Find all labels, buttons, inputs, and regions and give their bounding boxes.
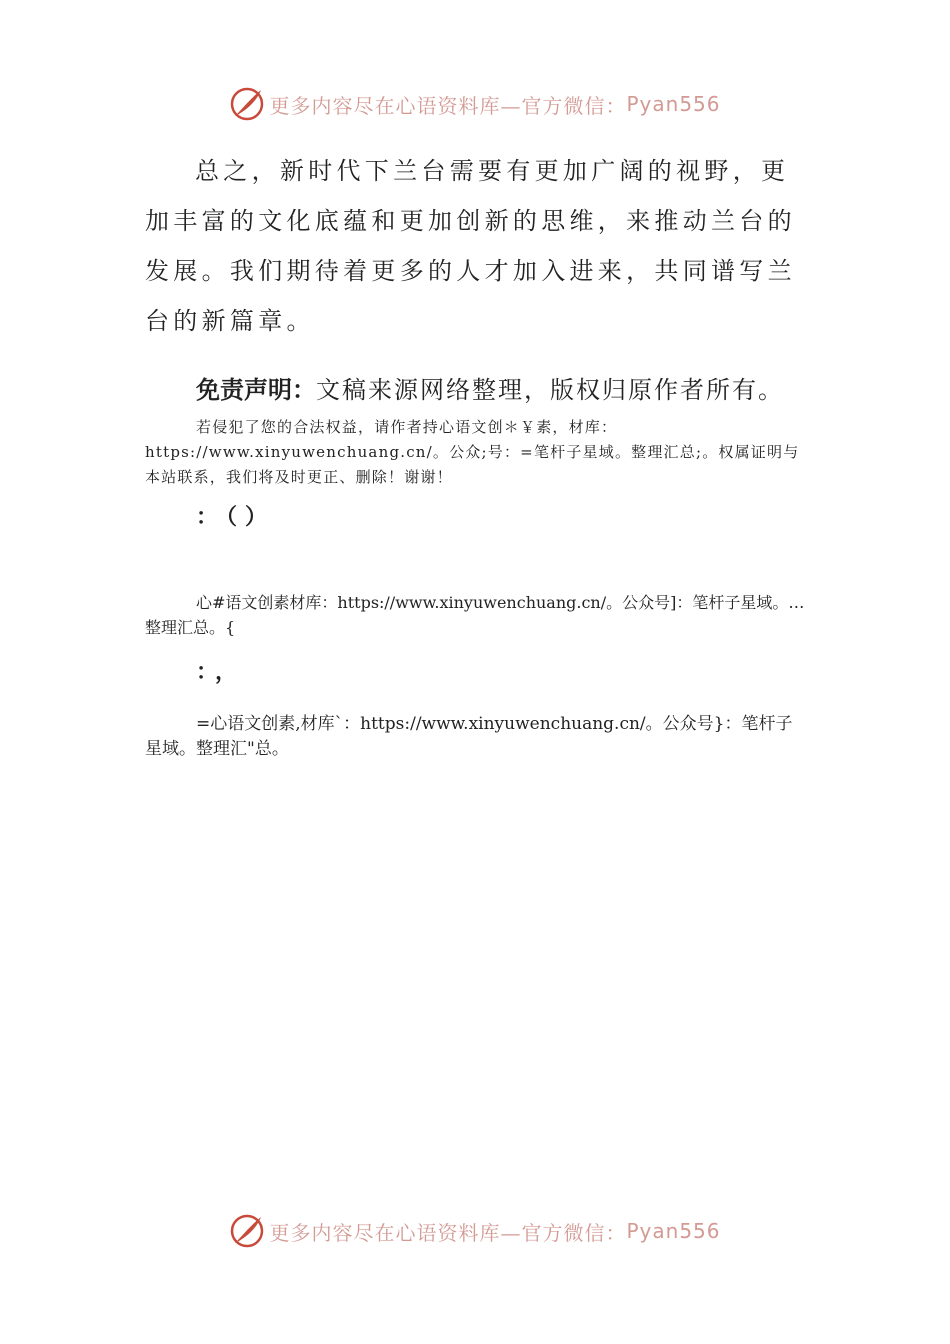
- watermark-wechat-id: Pyan556: [626, 92, 721, 116]
- body-paragraph: 总之，新时代下兰台需要有更加广阔的视野，更加丰富的文化底蕴和更加创新的思维，来推动兰台的发展。我们期待着更多的人才加入进来，共同谱写兰台的新篇章。: [145, 157, 796, 335]
- info-line-1: 心#语文创素材库：https://www.xinyuwenchuang.cn/。公众号]：笔杆子星域。…整理汇总。{: [145, 593, 805, 637]
- disclaimer-label: 免责声明：: [196, 376, 316, 404]
- footer-watermark: [0, 1211, 950, 1251]
- watermark-wechat-id: Pyan556: [626, 1219, 721, 1243]
- symbols-line-2: ：，: [196, 660, 246, 685]
- quill-logo-icon: [229, 1213, 265, 1249]
- info-line-2: =心语文创素,材库`：https://www.xinyuwenchuang.cn/。公众号}：笔杆子星域。整理汇"总。: [145, 714, 793, 759]
- watermark-text: 更多内容尽在心语资料库—官方微信：: [269, 1220, 627, 1245]
- watermark-text: 更多内容尽在心语资料库—官方微信：: [269, 93, 627, 118]
- copyright-notice: 若侵犯了您的合法权益，请作者持心语文创＊￥素，材库：https://www.xinyuwenchuang.cn/。公众;号：=笔杆子星域。整理汇总;。权属证明与本站联系，我们将及时更正、删除！谢谢！: [145, 418, 800, 486]
- quill-logo-icon: [229, 86, 265, 122]
- header-watermark: [0, 84, 950, 124]
- disclaimer-text: 文稿来源网络整理，版权归原作者所有。: [316, 376, 784, 404]
- disclaimer-heading: [196, 366, 784, 414]
- symbols-line-1: ：（）: [196, 505, 276, 530]
